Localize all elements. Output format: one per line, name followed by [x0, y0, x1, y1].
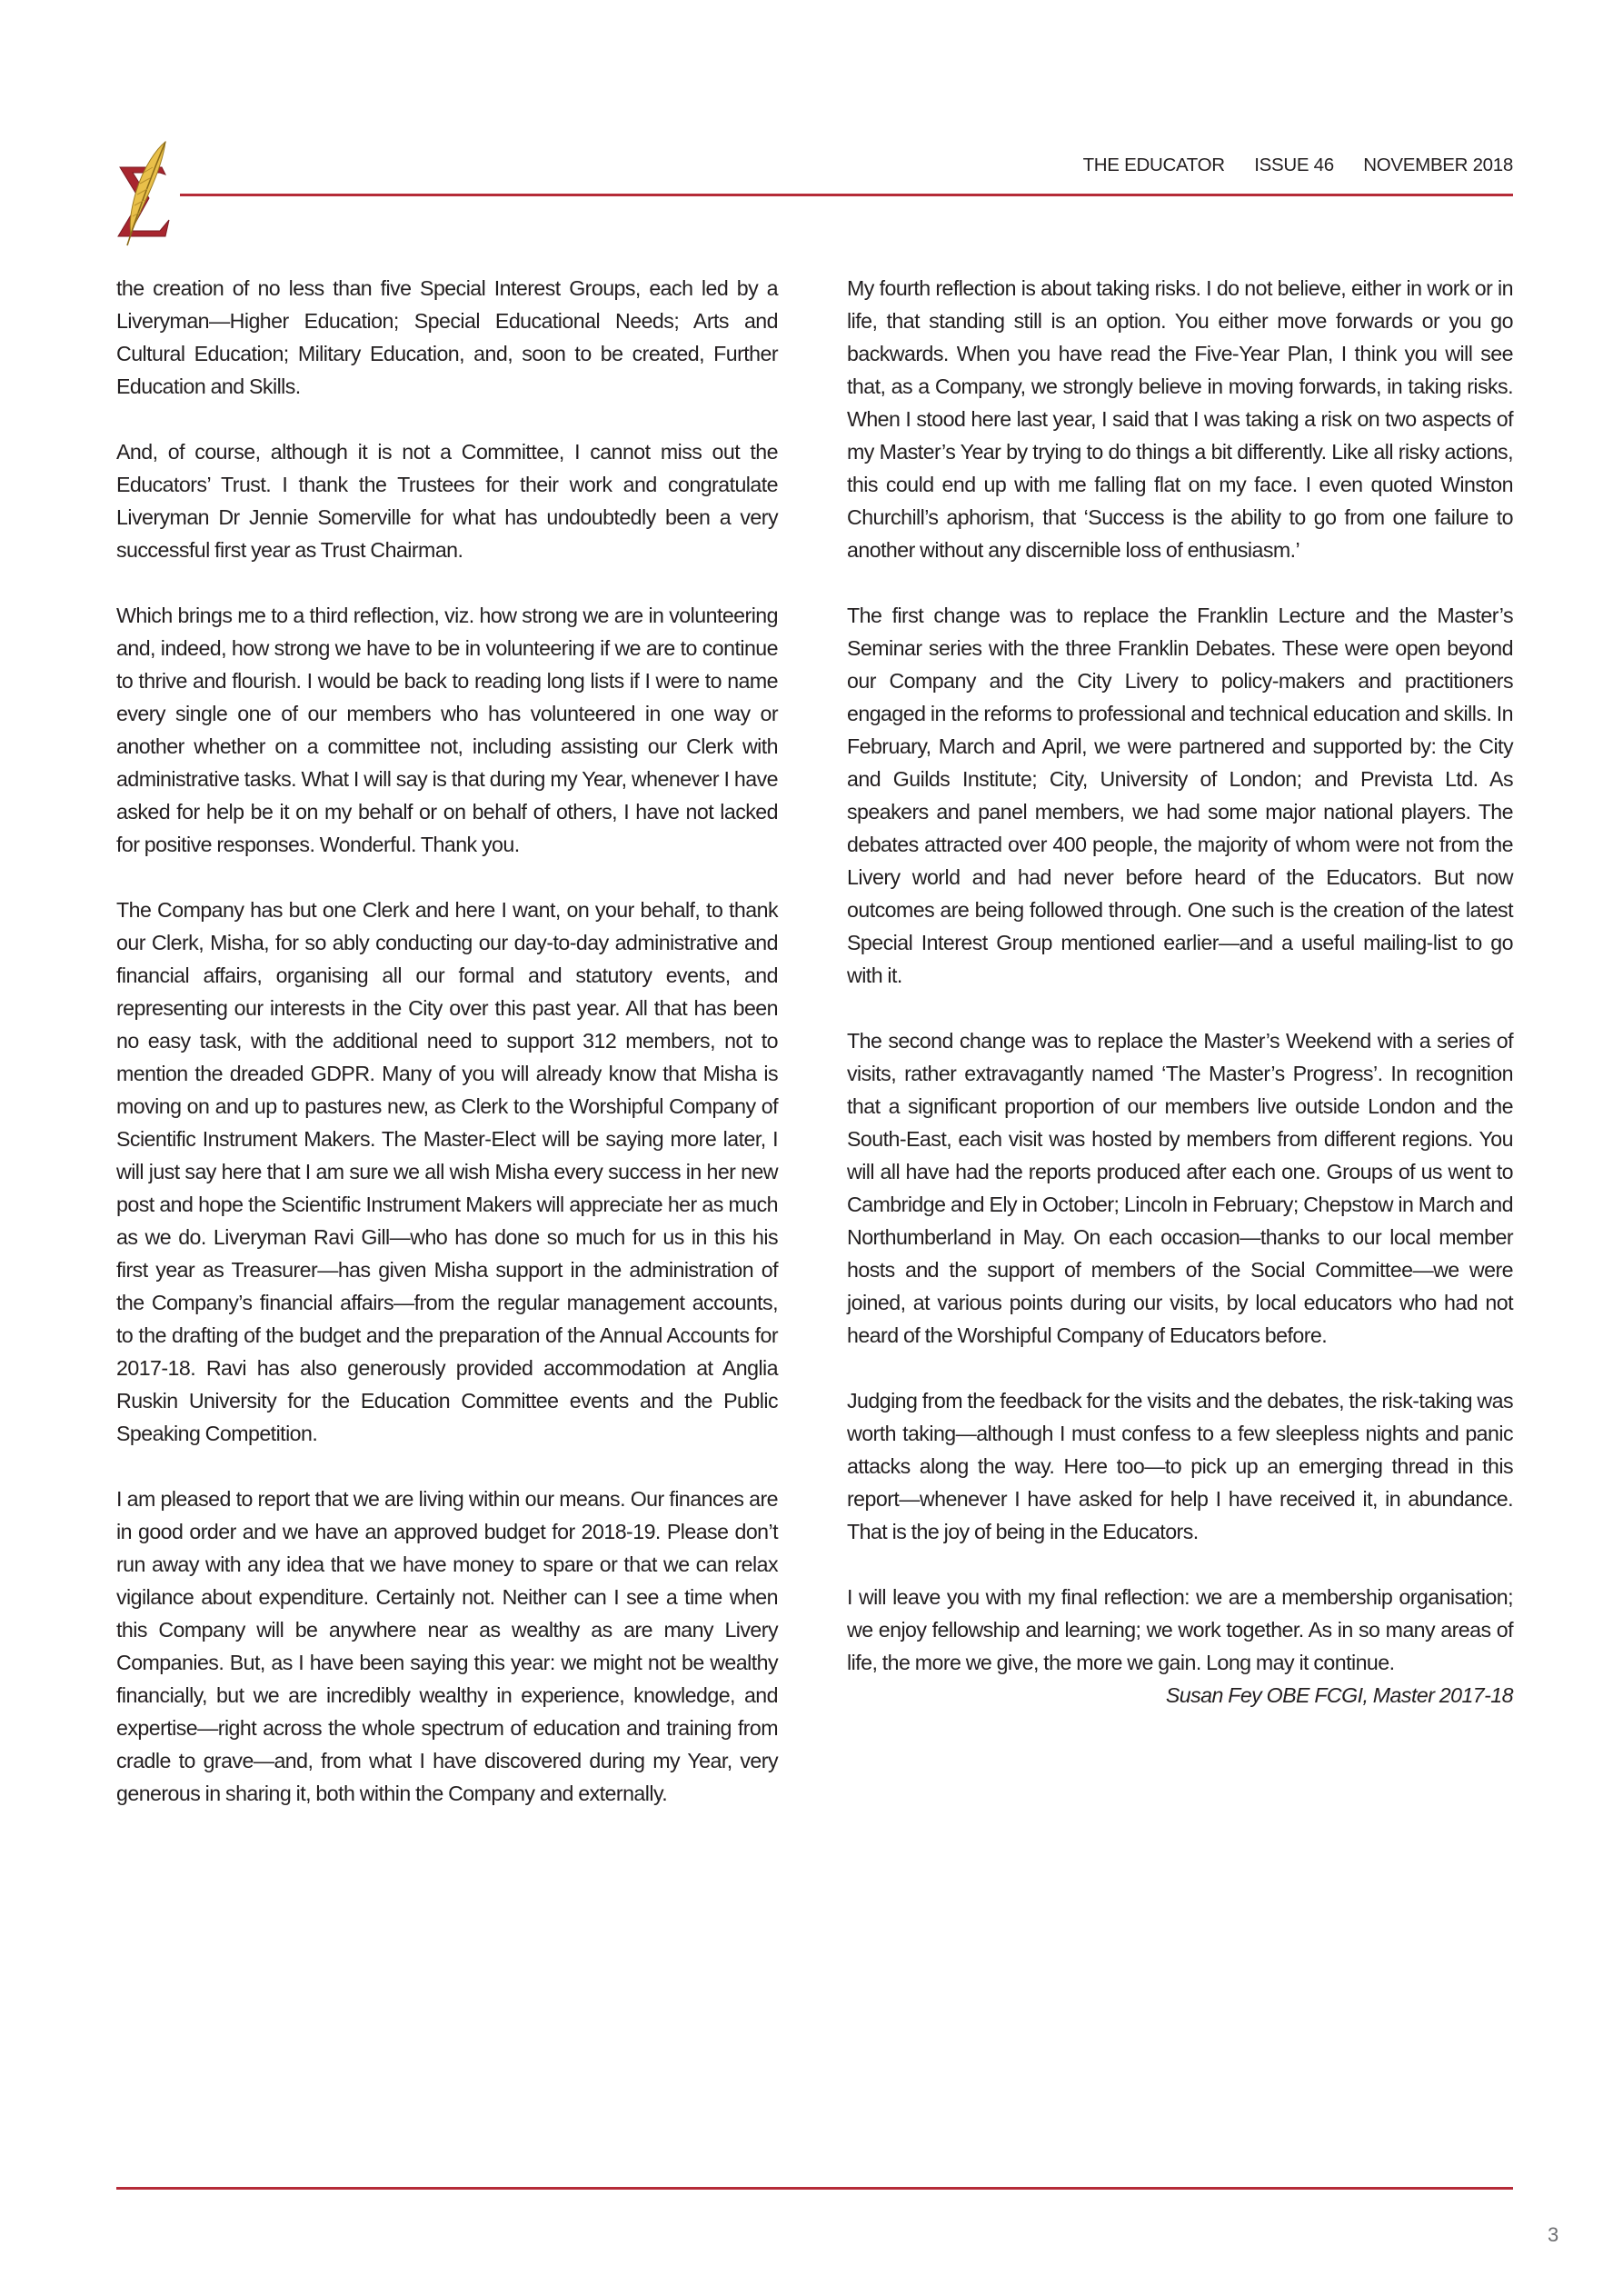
paragraph: Which brings me to a third reflection, viz. how strong we are in volunteering and, indeed, how strong we have to be in volunteering if we are to continue to thrive and flourish. I would be back to reading long lists if I were to name every single one of our members who has volunteered in one way or another whether on a committee not, including assisting our Clerk with administrative tasks. What I will say is that during my Year, whenever I have asked for help be it on my behalf or on behalf of others, I have not lacked for positive responses. Wonderful. Thank you.: [116, 604, 778, 856]
paragraph: The first change was to replace the Franklin Lecture and the Master’s Seminar series with the three Franklin Debates. These were open beyond our Company and the City Livery to policy-makers and practitioners engaged in the reforms to professional and technical education and skills. In February, March and April, we were partnered and supported by: the City and Guilds Institute; City, University of London; and Prevista Ltd. As speakers and panel members, we had some major national players. The debates attracted over 400 people, the majority of whom were not from the Livery world and had never before heard of the Educators. But now outcomes are being followed through. One such is the creation of the latest Special Interest Group mentioned earlier—and a useful mailing-list to go with it.: [847, 604, 1513, 987]
header-rule: [180, 194, 1513, 196]
paragraph: I will leave you with my final reflection: we are a membership organisation; we enjoy fellowship and learning; we work together. As in so many areas of life, the more we give, the more we gain. Long may it continue.: [847, 1585, 1513, 1674]
paragraph: the creation of no less than five Special Interest Groups, each led by a Liveryman—Higher Education; Special Educational Needs; Arts and Cultural Education; Military Education, and, soon to be created, Further Education and Skills.: [116, 276, 778, 398]
page-number: 3: [1548, 2223, 1559, 2246]
left-column: [116, 272, 778, 1842]
masthead: [1083, 155, 1513, 176]
author-signature: Susan Fey OBE FCGI, Master 2017-18: [1165, 1683, 1513, 1707]
paragraph: I am pleased to report that we are living within our means. Our finances are in good order and we have an approved budget for 2018-19. Please don’t run away with any idea that we have money to spare or that we can relax vigilance about expenditure. Certainly not. Neither can I see a time when this Company will be anywhere near as wealthy as are many Livery Companies. But, as I have been saying this year: we might not be wealthy financially, but we are incredibly wealthy in experience, knowledge, and expertise—right across the whole spectrum of education and training from cradle to grave—and, from what I have discovered during my Year, very generous in sharing it, both within the Company and externally.: [116, 1487, 778, 1805]
sigma-quill-logo-icon: [107, 136, 176, 247]
publication-title: THE EDUCATOR: [1082, 155, 1225, 175]
paragraph: The Company has but one Clerk and here I want, on your behalf, to thank our Clerk, Misha, for so ably conducting our day-to-day administrative and financial affairs, organising all our formal and statutory events, and representing our interests in the City over this past year. All that has been no easy task, with the additional need to support 312 members, not to mention the dreaded GDPR. Many of you will already know that Misha is moving on and up to pastures new, as Clerk to the Worshipful Company of Scientific Instrument Makers. The Master-Elect will be saying more later, I will just say here that I am sure we all wish Misha every success in her new post and hope the Scientific Instrument Makers will appreciate her as much as we do. Liveryman Ravi Gill—who has done so much for us in this his first year as Treasurer—has given Misha support in the administration of the Company’s financial affairs—from the regular management accounts, to the drafting of the budget and the preparation of the Annual Accounts for 2017-18. Ravi has also generously provided accommodation at Anglia Ruskin University for the Education Committee events and the Public Speaking Competition.: [116, 898, 778, 1445]
paragraph: Judging from the feedback for the visits and the debates, the risk-taking was worth taking—although I must confess to a few sleepless nights and panic attacks along the way. Here too—to pick up an emerging thread in this report—whenever I have asked for help I have received it, in abundance. That is the joy of being in the Educators.: [847, 1389, 1513, 1543]
footer-rule: [116, 2187, 1513, 2190]
paragraph: My fourth reflection is about taking risks. I do not believe, either in work or in life, that standing still is an option. You either move forwards or you go backwards. When you have read the Five-Year Plan, I think you will see that, as a Company, we strongly believe in moving forwards, in taking risks. When I stood here last year, I said that I was taking a risk on two aspects of my Master’s Year by trying to do things a bit differently. Like all risky actions, this could end up with me falling flat on my face. I even quoted Winston Churchill’s aphorism, that ‘Success is the ability to go from one failure to another without any discernible loss of enthusiasm.’: [847, 276, 1513, 562]
right-column: [847, 272, 1513, 1744]
paragraph: And, of course, although it is not a Committee, I cannot miss out the Educators’ Trust. I thank the Trustees for their work and congratulate Liveryman Dr Jennie Somerville for what has undoubtedly been a very successful first year as Trust Chairman.: [116, 440, 778, 562]
paragraph: The second change was to replace the Master’s Weekend with a series of visits, rather extravagantly named ‘The Master’s Progress’. In recognition that a significant proportion of our members live outside London and the South-East, each visit was hosted by members from different regions. You will all have had the reports produced after each one. Groups of us went to Cambridge and Ely in October; Lincoln in February; Chepstow in March and Northumberland in May. On each occasion—thanks to our local member hosts and the support of members of the Social Committee—we were joined, at various points during our visits, by local educators who had not heard of the Worshipful Company of Educators before.: [847, 1029, 1513, 1347]
issue-date: NOVEMBER 2018: [1363, 155, 1513, 175]
issue-number: ISSUE 46: [1254, 155, 1334, 175]
